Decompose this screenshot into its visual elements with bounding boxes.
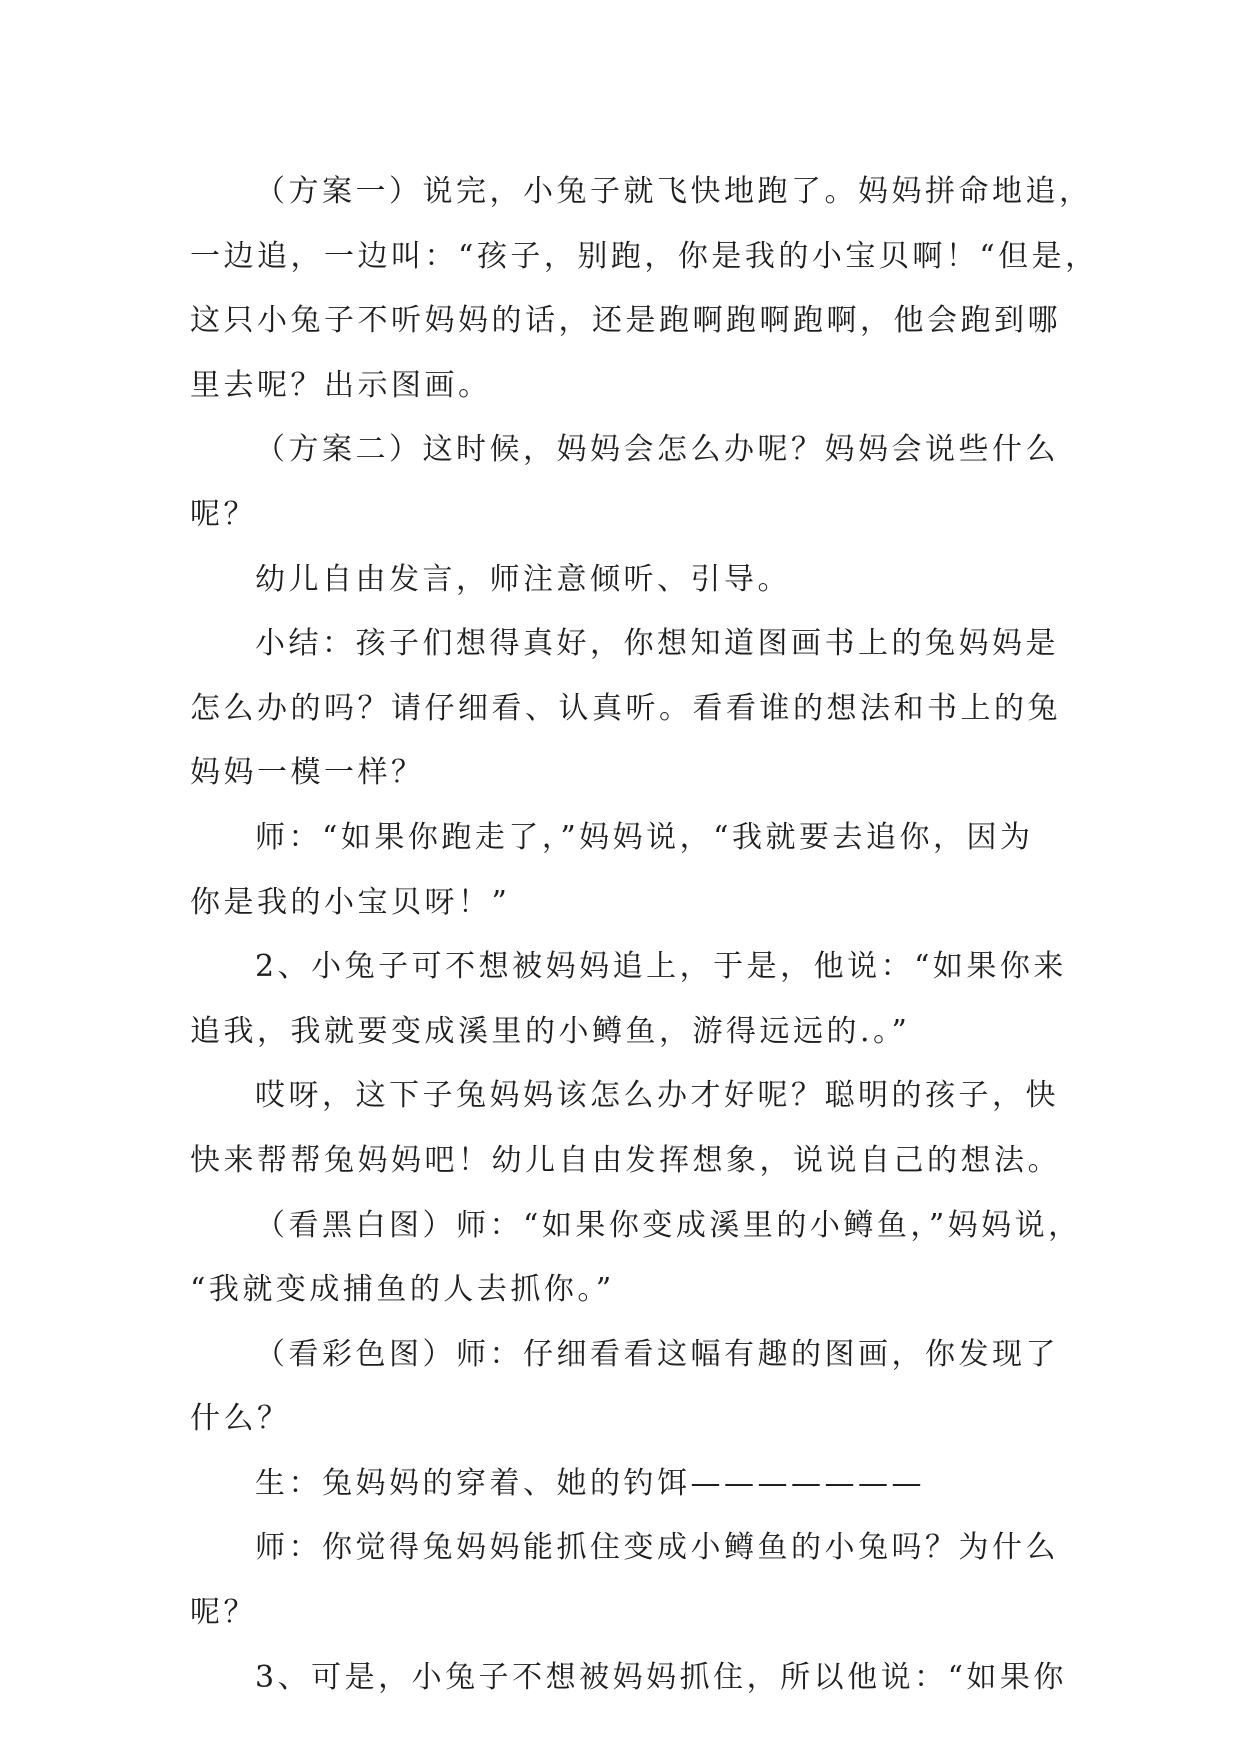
text-line: 幼儿自由发言，师注意倾听、引导。	[255, 561, 791, 597]
text-line: 妈妈一模一样？	[190, 755, 425, 791]
text-line: 你是我的小宝贝呀！”	[190, 884, 511, 920]
text-line: 一边追，一边叫：“孩子，别跑，你是我的小宝贝啊！“但是，	[190, 238, 1099, 274]
text-line: 快来帮帮兔妈妈吧！幼儿自由发挥想象，说说自己的想法。	[190, 1142, 1061, 1178]
text-line: 呢？	[190, 1595, 257, 1631]
text-line: 这只小兔子不听妈妈的话，还是跑啊跑啊跑啊，他会跑到哪	[190, 303, 1061, 339]
text-line: 3、可是，小兔子不想被妈妈抓住，所以他说：“如果你	[255, 1659, 1067, 1695]
text-line: 哎呀，这下子兔妈妈该怎么办才好呢？聪明的孩子，快	[255, 1078, 1059, 1114]
body-text	[190, 160, 1099, 1710]
text-line: （看彩色图）师：仔细看看这幅有趣的图画，你发现了	[255, 1336, 1059, 1372]
text-line: 追我，我就要变成溪里的小鳟鱼，游得远远的.。”	[190, 1013, 911, 1049]
text-line: （方案二）这时候，妈妈会怎么办呢？妈妈会说些什么	[255, 432, 1059, 468]
text-line: 2、小兔子可不想被妈妈追上，于是，他说：“如果你来	[255, 949, 1067, 985]
text-line: 里去呢？出示图画。	[190, 367, 492, 403]
text-line: 呢？	[190, 496, 257, 532]
text-line: “我就变成捕鱼的人去抓你。”	[190, 1272, 615, 1308]
text-line: 生：兔妈妈的穿着、她的钓饵———————	[255, 1465, 925, 1501]
text-line: 小结：孩子们想得真好，你想知道图画书上的兔妈妈是	[255, 626, 1059, 662]
text-line: 师：“如果你跑走了，”妈妈说，“我就要去追你，因为	[255, 819, 1034, 855]
text-line: （看黑白图）师：“如果你变成溪里的小鳟鱼，”妈妈说，	[255, 1207, 1082, 1243]
text-line: （方案一）说完，小兔子就飞快地跑了。妈妈拼命地追，	[255, 174, 1093, 209]
text-line: 怎么办的吗？请仔细看、认真听。看看谁的想法和书上的兔	[190, 690, 1061, 726]
text-line: 什么？	[190, 1401, 291, 1437]
text-line: 师：你觉得兔妈妈能抓住变成小鳟鱼的小兔吗？为什么	[255, 1530, 1059, 1566]
